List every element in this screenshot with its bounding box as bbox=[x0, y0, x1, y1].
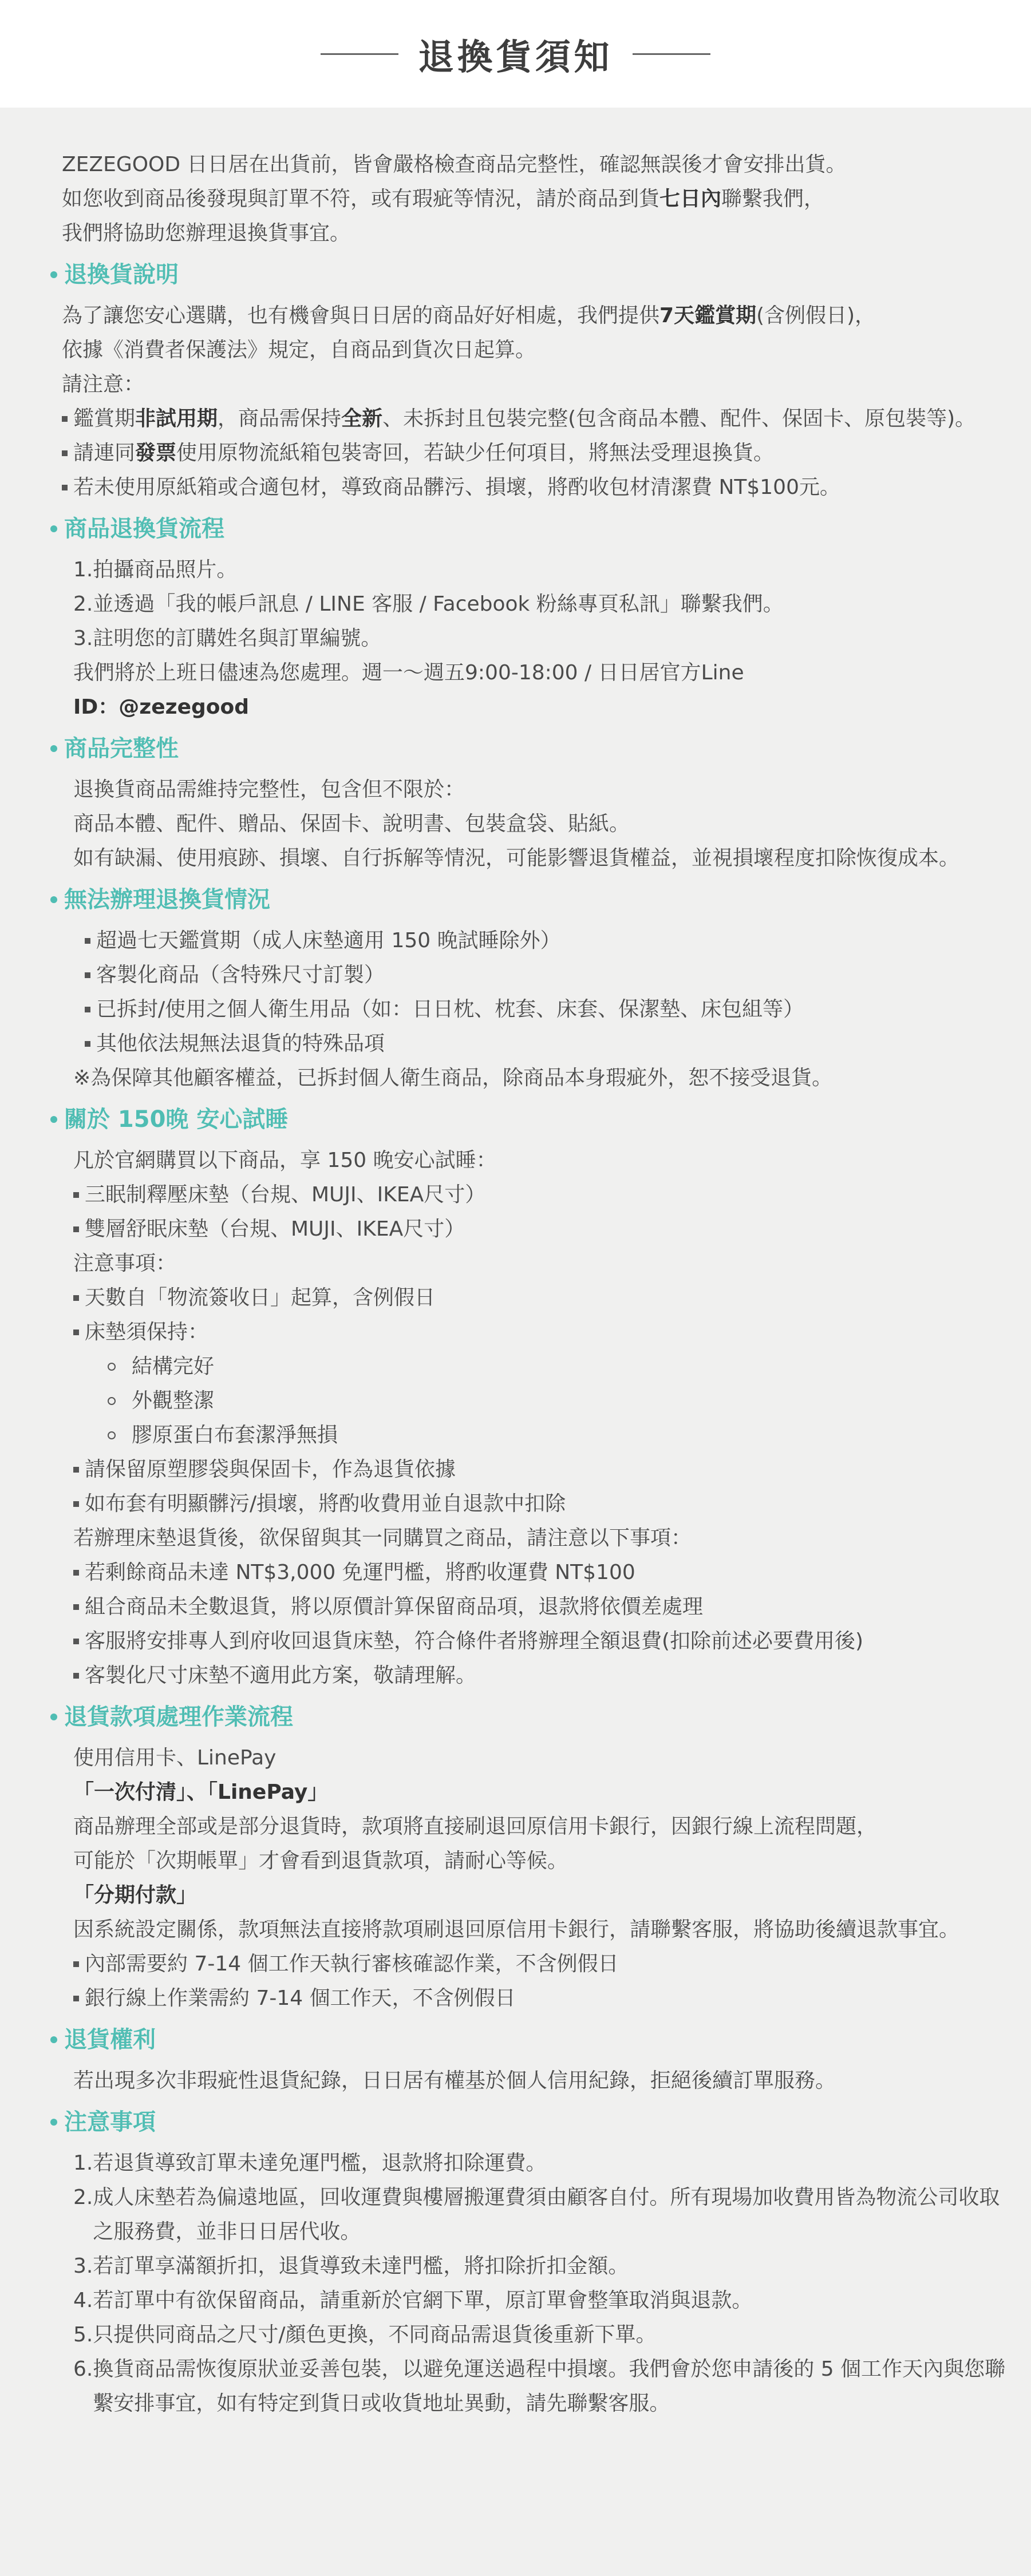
square-bullet-icon bbox=[73, 1226, 79, 1232]
bullet-dot-icon bbox=[50, 1116, 57, 1123]
paragraph-line: 若辦理床墊退貨後，欲保留與其一同購買之商品，請注意以下事項： bbox=[73, 1526, 692, 1550]
section-return-rights bbox=[62, 2064, 1012, 2098]
title-left-rule bbox=[321, 53, 398, 55]
line-id: ID：@zezegood bbox=[73, 695, 250, 719]
bullet-dot-icon bbox=[50, 2036, 57, 2043]
paragraph-line: 請注意： bbox=[62, 373, 145, 396]
section-non-returnable bbox=[62, 924, 1012, 1095]
section-title-return-rights: 退貨權利 bbox=[50, 2023, 1012, 2057]
paragraph-line: 注意事項： bbox=[73, 1252, 177, 1275]
list-item: 1. 拍攝商品照片。 bbox=[73, 558, 238, 581]
notice-body bbox=[0, 108, 1031, 2576]
list-item: 請保留原塑膠袋與保固卡，作為退貨依據 bbox=[73, 1453, 1012, 1487]
section-title-non-returnable: 無法辦理退換貨情況 bbox=[50, 883, 1012, 917]
list-item: 其他依法規無法退貨的特殊品項 bbox=[73, 1027, 1012, 1061]
section-title-return-process: 商品退換貨流程 bbox=[50, 512, 1012, 546]
list-item: 已拆封/使用之個人衛生用品（如：日日枕、枕套、床套、保潔墊、床包組等） bbox=[73, 992, 1012, 1027]
square-bullet-icon bbox=[62, 416, 68, 422]
paragraph-line: 「一次付清」、「LinePay」 bbox=[73, 1780, 329, 1804]
intro-line: 我們將協助您辦理退換貨事宜。 bbox=[62, 221, 351, 245]
square-bullet-icon bbox=[73, 1639, 79, 1644]
square-bullet-icon bbox=[73, 1329, 79, 1335]
sub-list-item: 膠原蛋白布套潔淨無損 bbox=[73, 1418, 1012, 1453]
section-title-trial-sleep: 關於 150晚 安心試睡 bbox=[50, 1102, 1012, 1137]
square-bullet-icon bbox=[85, 1007, 90, 1012]
note-line: ※為保障其他顧客權益，已拆封個人衛生商品，除商品本身瑕疵外，恕不接受退貨。 bbox=[73, 1066, 833, 1090]
section-return-process bbox=[62, 553, 1012, 725]
square-bullet-icon bbox=[73, 1604, 79, 1610]
list-item: 3. 註明您的訂購姓名與訂單編號。 bbox=[73, 627, 382, 650]
list-item: 天數自「物流簽收日」起算，含例假日 bbox=[73, 1281, 1012, 1315]
square-bullet-icon bbox=[73, 1673, 79, 1679]
square-bullet-icon bbox=[85, 1041, 90, 1047]
square-bullet-icon bbox=[73, 1570, 79, 1576]
service-hours: 我們將於上班日儘速為您處理。週一～週五9:00-18:00 / 日日居官方Line bbox=[73, 661, 744, 684]
square-bullet-icon bbox=[62, 450, 68, 456]
paragraph-line: 退換貨商品需維持完整性，包含但不限於： bbox=[73, 778, 465, 801]
list-item: 3. 若訂單享滿額折扣，退貨導致未達門檻，將扣除折扣金額。 bbox=[73, 2254, 629, 2278]
list-item: 請連同發票使用原物流紙箱包裝寄回，若缺少任何項目，將無法受理退換貨。 bbox=[62, 436, 1012, 470]
sub-list-item: 外觀整潔 bbox=[73, 1384, 1012, 1418]
square-bullet-icon bbox=[85, 938, 90, 944]
bullet-dot-icon bbox=[50, 1714, 57, 1720]
paragraph-line: 「分期付款」 bbox=[73, 1883, 197, 1907]
list-item: 組合商品未全數退貨，將以原價計算保留商品項，退款將依價差處理 bbox=[73, 1590, 1012, 1624]
list-item: 超過七天鑑賞期（成人床墊適用 150 晚試睡除外） bbox=[73, 924, 1012, 958]
list-item: 4. 若訂單中有欲保留商品，請重新於官網下單，原訂單會整筆取消與退款。 bbox=[73, 2289, 753, 2312]
intro-line: 如您收到商品後發現與訂單不符，或有瑕疵等情況，請於商品到貨七日內聯繫我們， bbox=[62, 187, 825, 211]
sub-list-item: 結構完好 bbox=[73, 1350, 1012, 1384]
paragraph-line: 若出現多次非瑕疵性退貨紀錄，日日居有權基於個人信用紀錄，拒絕後續訂單服務。 bbox=[73, 2069, 836, 2092]
paragraph-line: 因系統設定關係，款項無法直接將款項刷退回原信用卡銀行，請聯繫客服，將協助後續退款事宜。 bbox=[73, 1918, 960, 1941]
square-bullet-icon bbox=[73, 1192, 79, 1198]
paragraph-line: 使用信用卡、LinePay bbox=[73, 1746, 276, 1770]
list-item: 若剩餘商品未達 NT$3,000 免運門檻，將酌收運費 NT$100 bbox=[73, 1556, 1012, 1590]
list-item: 床墊須保持： bbox=[73, 1315, 1012, 1350]
square-bullet-icon bbox=[73, 1996, 79, 2001]
square-bullet-icon bbox=[62, 485, 68, 490]
section-title-integrity: 商品完整性 bbox=[50, 731, 1012, 766]
section-title-notes: 注意事項 bbox=[50, 2105, 1012, 2139]
intro-line: ZEZEGOOD 日日居在出貨前，皆會嚴格檢查商品完整性，確認無誤後才會安排出貨。 bbox=[62, 153, 847, 176]
bullet-dot-icon bbox=[50, 896, 57, 903]
square-bullet-icon bbox=[85, 972, 90, 978]
square-bullet-icon bbox=[73, 1961, 79, 1967]
list-item: 1. 若退貨導致訂單未達免運門檻，退款將扣除運費。 bbox=[73, 2151, 547, 2175]
list-item: 內部需要約 7-14 個工作天執行審核確認作業，不含例假日 bbox=[73, 1947, 1012, 1981]
list-item: 6. 換貨商品需恢復原狀並妥善包裝，以避免運送過程中損壞。我們會於您申請後的 5 個工作天內與您聯繫安排事宜，如有特定到貨日或收貨地址異動，請先聯繫客服。 bbox=[73, 2357, 1006, 2415]
section-trial-sleep bbox=[62, 1143, 1012, 1693]
section-title-return-policy: 退換貨說明 bbox=[50, 258, 1012, 292]
circle-bullet-icon bbox=[108, 1363, 116, 1371]
section-title-refund-process: 退貨款項處理作業流程 bbox=[50, 1700, 1012, 1734]
circle-bullet-icon bbox=[108, 1397, 116, 1405]
intro-paragraph bbox=[62, 148, 1012, 251]
list-item: 客製化尺寸床墊不適用此方案，敬請理解。 bbox=[73, 1659, 1012, 1693]
list-item: 若未使用原紙箱或合適包材，導致商品髒污、損壞，將酌收包材清潔費 NT$100元。 bbox=[62, 470, 1012, 505]
list-item: 雙層舒眠床墊（台規、MUJI、IKEA尺寸） bbox=[73, 1212, 1012, 1247]
paragraph-line: 商品辦理全部或是部分退貨時，款項將直接刷退回原信用卡銀行，因銀行線上流程問題， bbox=[73, 1815, 878, 1838]
paragraph-line: 可能於「次期帳單」才會看到退貨款項，請耐心等候。 bbox=[73, 1849, 568, 1873]
circle-bullet-icon bbox=[108, 1431, 116, 1439]
list-item: 5. 只提供同商品之尺寸/顏色更換，不同商品需退貨後重新下單。 bbox=[73, 2323, 657, 2347]
square-bullet-icon bbox=[73, 1295, 79, 1301]
page-header bbox=[0, 0, 1031, 108]
paragraph-line: 商品本體、配件、贈品、保固卡、說明書、包裝盒袋、貼紙。 bbox=[73, 812, 630, 836]
bullet-dot-icon bbox=[50, 525, 57, 532]
section-notes bbox=[62, 2146, 1012, 2421]
paragraph-line: 依據《消費者保護法》規定，自商品到貨次日起算。 bbox=[62, 338, 536, 362]
list-item: 客服將安排專人到府收回退貨床墊，符合條件者將辦理全額退費(扣除前述必要費用後) bbox=[73, 1624, 1012, 1659]
paragraph-line: 如有缺漏、使用痕跡、損壞、自行拆解等情況，可能影響退貨權益，並視損壞程度扣除恢復成本。 bbox=[73, 846, 960, 870]
bullet-dot-icon bbox=[50, 745, 57, 752]
paragraph-line: 凡於官網購買以下商品，享 150 晚安心試睡： bbox=[73, 1149, 497, 1172]
bullet-dot-icon bbox=[50, 2119, 57, 2126]
section-integrity bbox=[62, 773, 1012, 876]
section-refund-process bbox=[62, 1741, 1012, 2016]
title-right-rule bbox=[633, 53, 710, 55]
section-return-policy bbox=[62, 299, 1012, 505]
square-bullet-icon bbox=[73, 1467, 79, 1473]
list-item: 銀行線上作業需約 7-14 個工作天，不含例假日 bbox=[73, 1981, 1012, 2016]
list-item: 2. 並透過「我的帳戶訊息 / LINE 客服 / Facebook 粉絲專頁私訊」聯繫我們。 bbox=[73, 592, 784, 616]
list-item: 三眠制釋壓床墊（台規、MUJI、IKEA尺寸） bbox=[73, 1178, 1012, 1212]
page-title: 退換貨須知 bbox=[418, 35, 613, 78]
paragraph-line: 為了讓您安心選購，也有機會與日日居的商品好好相處，我們提供7天鑑賞期(含例假日)， bbox=[62, 304, 876, 327]
list-item: 如布套有明顯髒污/損壞，將酌收費用並自退款中扣除 bbox=[73, 1487, 1012, 1521]
list-item: 客製化商品（含特殊尺寸訂製） bbox=[73, 958, 1012, 992]
bullet-dot-icon bbox=[50, 271, 57, 278]
square-bullet-icon bbox=[73, 1501, 79, 1507]
list-item: 2. 成人床墊若為偏遠地區，回收運費與樓層搬運費須由顧客自付。所有現場加收費用皆為物流公司收取之服務費，並非日日居代收。 bbox=[73, 2186, 1000, 2243]
list-item: 鑑賞期非試用期，商品需保持全新、未拆封且包裝完整(包含商品本體、配件、保固卡、原包裝等)。 bbox=[62, 402, 1012, 436]
